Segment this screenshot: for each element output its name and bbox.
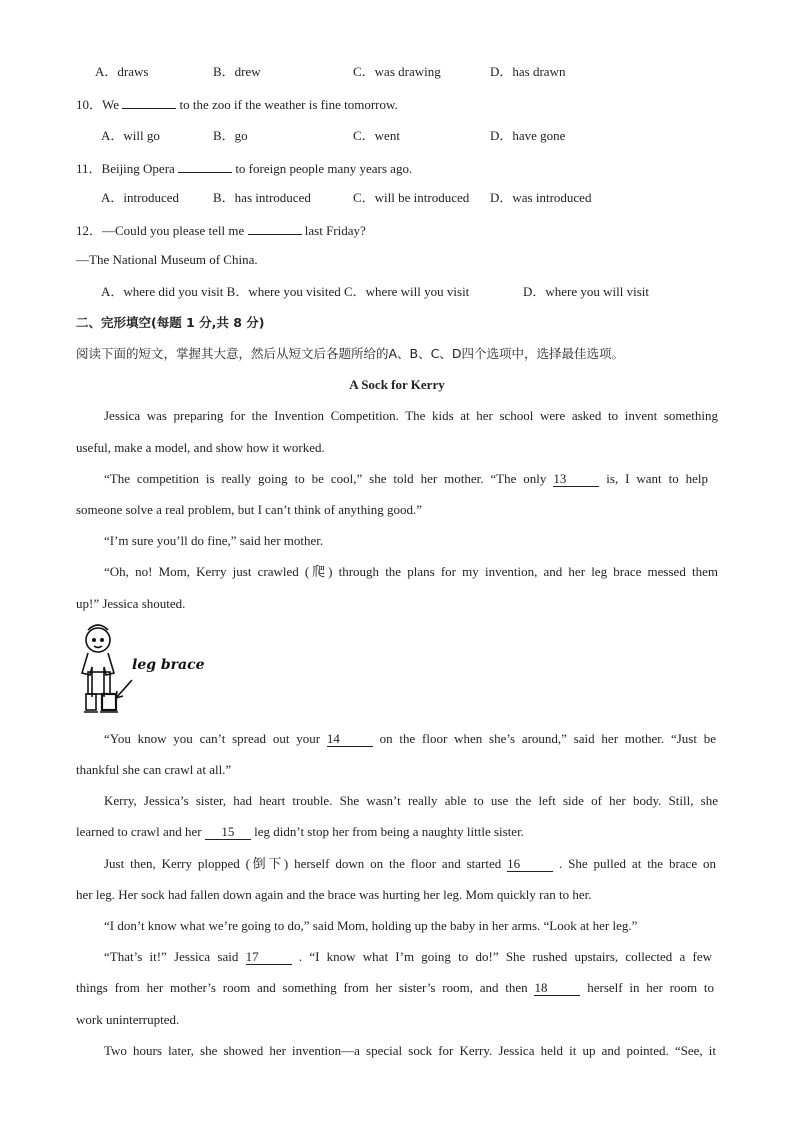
paragraph-7-line-2: her leg. Her sock had fallen down again and the brace was hurting her leg. Mom quickly ran to her.	[76, 887, 592, 902]
paragraph-6-line-2	[76, 824, 524, 840]
blank-17: 17	[246, 950, 292, 965]
paragraph-6-text-a: learned to crawl and her	[76, 824, 202, 839]
q9-option-d: D．has drawn	[490, 64, 566, 79]
paragraph-7-text-a: Just then, Kerry plopped (倒下) herself down on the floor and started	[104, 856, 502, 871]
q11-stem	[76, 159, 412, 177]
q11-option-c: C．will be introduced	[353, 190, 470, 205]
paragraph-9-line-1	[104, 949, 712, 965]
paragraph-10-line-1: Two hours later, she showed her invention—a special sock for Kerry. Jessica held it up and pointed. “See, it	[104, 1043, 716, 1058]
q10-number: 10．We	[76, 97, 119, 112]
q10-option-a: A．will go	[101, 128, 160, 143]
q12-stem-rest: last Friday?	[304, 223, 366, 238]
paragraph-3: “I’m sure you’ll do fine,” said her mother.	[104, 533, 324, 548]
q10-option-d: D．have gone	[490, 128, 566, 143]
q10-blank	[122, 95, 176, 109]
q10-stem	[76, 95, 398, 113]
q12-option-d: D．where you will visit	[523, 284, 650, 299]
paragraph-9-text-b: . “I know what I’m going to do!” She rushed upstairs, collected a few	[298, 949, 713, 964]
section-heading: 二、完形填空(每题 1 分,共 8 分)	[76, 315, 265, 330]
q9-option-c: C．was drawing	[353, 64, 441, 79]
q9-option-b: B．drew	[213, 64, 261, 79]
q11-number: 11．Beijing Opera	[76, 161, 175, 176]
q11-blank	[178, 159, 232, 173]
paragraph-4-line-1: “Oh, no! Mom, Kerry just crawled (爬) through the plans for my invention, and her leg brace messed them	[104, 564, 718, 579]
blank-14: 14	[327, 732, 373, 747]
paragraph-7-text-b: . She pulled at the brace on	[559, 856, 716, 871]
q10-option-b: B．go	[213, 128, 248, 143]
q12-answer-line: —The National Museum of China.	[76, 252, 258, 267]
q11-option-a: A．introduced	[101, 190, 179, 205]
paragraph-5-text-a: “You know you can’t spread out your	[104, 731, 321, 746]
paragraph-4-line-2: up!” Jessica shouted.	[76, 596, 186, 611]
paragraph-5-line-1	[104, 731, 716, 747]
leg-brace-illustration	[76, 620, 216, 720]
paragraph-2-line-2: someone solve a real problem, but I can’t think of anything good.”	[76, 502, 422, 517]
paragraph-6-line-1: Kerry, Jessica’s sister, had heart trouble. She wasn’t really able to use the left side of her body. Still, she	[104, 793, 718, 808]
paragraph-5-text-b: on the floor when she’s around,” said her mother. “Just be	[379, 731, 716, 746]
blank-18: 18	[534, 981, 580, 996]
q10-option-c: C．went	[353, 128, 400, 143]
paragraph-9-text-c: things from her mother’s room and something from her sister’s room, and then	[76, 980, 528, 995]
section-instruction: 阅读下面的短文，掌握其大意，然后从短文后各题所给的A、B、C、D四个选项中，选择最佳选项。	[76, 346, 624, 361]
q11-option-b: B．has introduced	[213, 190, 311, 205]
passage-title: A Sock for Kerry	[349, 377, 445, 392]
paragraph-6-text-b: leg didn’t stop her from being a naughty little sister.	[254, 824, 524, 839]
q11-option-d: D．was introduced	[490, 190, 592, 205]
q10-stem-rest: to the zoo if the weather is fine tomorrow.	[179, 97, 398, 112]
paragraph-2-text-b: is, I want to help	[606, 471, 709, 486]
q12-blank	[248, 221, 302, 235]
q11-stem-rest: to foreign people many years ago.	[235, 161, 413, 176]
paragraph-7-line-1	[104, 856, 716, 872]
blank-16: 16	[507, 857, 553, 872]
paragraph-8: “I don’t know what we’re going to do,” said Mom, holding up the baby in her arms. “Look at her leg.”	[104, 918, 638, 933]
paragraph-5-line-2: thankful she can crawl at all.”	[76, 762, 232, 777]
paragraph-2-text-a: “The competition is really going to be cool,” she told her mother. “The only	[104, 471, 547, 486]
q9-option-a: A．draws	[95, 64, 149, 79]
paragraph-9-text-d: herself in her room to	[587, 980, 715, 995]
paragraph-1-line-2: useful, make a model, and show how it worked.	[76, 440, 325, 455]
paragraph-9-text-a: “That’s it!” Jessica said	[104, 949, 239, 964]
paragraph-9-line-3: work uninterrupted.	[76, 1012, 180, 1027]
paragraph-9-line-2	[76, 980, 714, 996]
paragraph-1-line-1: Jessica was preparing for the Invention Competition. The kids at her school were asked to invent something	[104, 408, 718, 423]
paragraph-2-line-1	[104, 471, 708, 487]
child-drawing	[76, 620, 216, 720]
q12-number: 12．—Could you please tell me	[76, 223, 245, 238]
blank-13: 13	[553, 472, 599, 487]
blank-15: 15	[205, 825, 251, 840]
q12-options-abc: A．where did you visit B．where you visited C．where will you visit	[101, 284, 470, 299]
q12-stem	[76, 221, 366, 239]
leg-brace-label: leg brace	[132, 657, 205, 673]
